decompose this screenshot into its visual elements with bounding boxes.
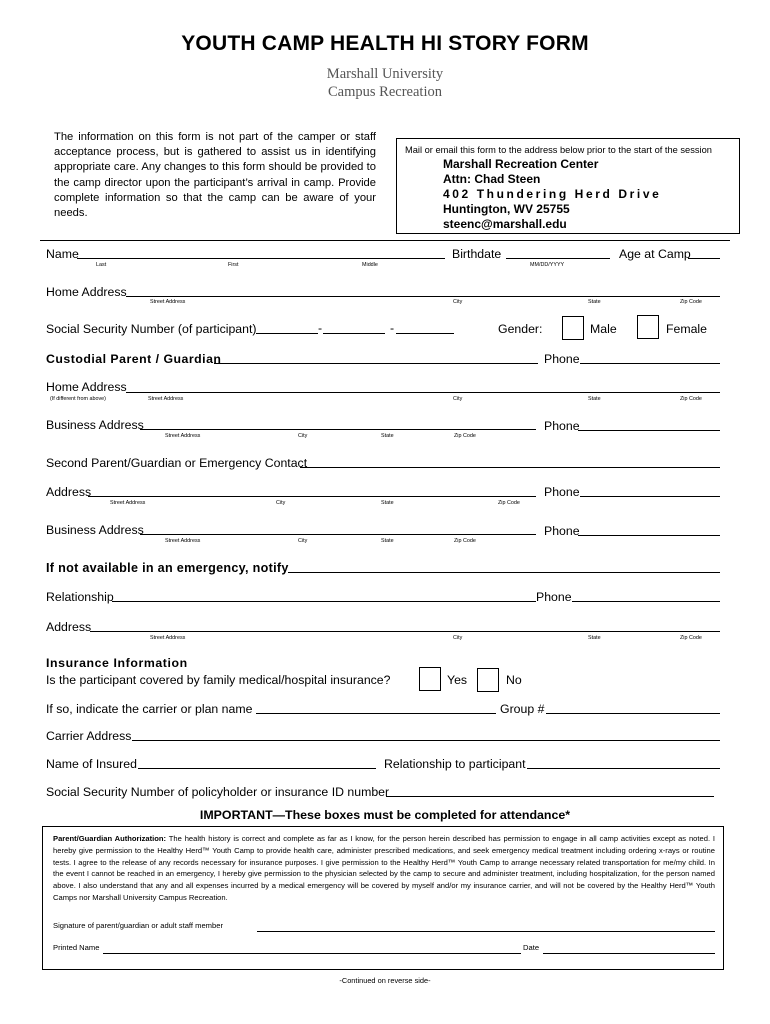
- header-divider: [40, 240, 730, 241]
- business-2-phone-field[interactable]: [578, 535, 720, 536]
- sub-zip: Zip Code: [498, 500, 520, 506]
- mail-email: steenc@marshall.edu: [443, 217, 567, 231]
- mail-name: Marshall Recreation Center: [443, 157, 599, 171]
- ssn-part2[interactable]: [323, 333, 385, 334]
- relationship-phone-field[interactable]: [572, 601, 720, 602]
- mail-attn: Attn: Chad Steen: [443, 172, 541, 186]
- sub-zip: Zip Code: [454, 538, 476, 544]
- relationship-label: Relationship: [46, 590, 114, 604]
- sub-if-different: (If different from above): [50, 396, 106, 402]
- insurance-no-checkbox[interactable]: [477, 668, 499, 692]
- sub-street: Street Address: [110, 500, 146, 506]
- business-phone-label: Phone: [544, 419, 580, 433]
- custodial-label: Custodial Parent / Guardian: [46, 352, 222, 366]
- ssn-part3[interactable]: [396, 333, 454, 334]
- footer-note: -Continued on reverse side-: [339, 976, 431, 985]
- insurance-no-label: No: [506, 673, 522, 687]
- name-label: Name: [46, 247, 79, 261]
- home-address-field[interactable]: [126, 296, 720, 297]
- insurance-heading: Insurance Information: [46, 656, 188, 670]
- printed-name-label: Printed Name: [53, 943, 100, 952]
- carrier-address-label: Carrier Address: [46, 729, 132, 743]
- sub-state: State: [588, 396, 601, 402]
- second-contact-field[interactable]: [300, 467, 720, 468]
- ssn-dash1: -: [318, 321, 323, 335]
- important-notice: IMPORTANT—These boxes must be completed for attendance*: [199, 808, 571, 822]
- policy-label: Social Security Number of policyholder or insurance ID number: [46, 785, 390, 799]
- mailing-address-box: [396, 138, 740, 234]
- printed-name-field[interactable]: [103, 953, 521, 954]
- birthdate-label: Birthdate: [452, 247, 502, 261]
- sub-zip: Zip Code: [680, 299, 702, 305]
- sub-date: MM/DD/YYYY: [530, 262, 565, 268]
- policy-field[interactable]: [386, 796, 714, 797]
- sub-state: State: [381, 500, 394, 506]
- sub-street: Street Address: [165, 433, 201, 439]
- address-2-field[interactable]: [90, 631, 720, 632]
- insurance-question: Is the participant covered by family medical/hospital insurance?: [46, 673, 391, 687]
- sub-city: City: [298, 538, 308, 544]
- sub-street: Street Address: [150, 299, 186, 305]
- business-address-field[interactable]: [140, 429, 536, 430]
- home-address-label: Home Address: [46, 285, 127, 299]
- mail-city: Huntington, WV 25755: [443, 202, 570, 216]
- mail-street: 402 Thundering Herd Drive: [443, 187, 662, 201]
- male-label: Male: [590, 322, 617, 336]
- address-field[interactable]: [88, 496, 536, 497]
- insurance-yes-checkbox[interactable]: [419, 667, 441, 691]
- address-label: Address: [46, 485, 92, 499]
- sub-city: City: [453, 635, 463, 641]
- relationship-field[interactable]: [112, 601, 536, 602]
- group-label: Group #: [500, 702, 545, 716]
- sub-city: City: [276, 500, 286, 506]
- sub-state: State: [381, 433, 394, 439]
- sub-city: City: [453, 396, 463, 402]
- address-phone-label: Phone: [544, 485, 580, 499]
- sub-state: State: [381, 538, 394, 544]
- authorization-text: [53, 833, 715, 904]
- date-field[interactable]: [543, 953, 715, 954]
- ssn-part1[interactable]: [256, 333, 318, 334]
- birthdate-field[interactable]: [506, 258, 610, 259]
- ssn-dash2: -: [390, 321, 395, 335]
- carrier-address-field[interactable]: [132, 740, 720, 741]
- sub-zip: Zip Code: [680, 635, 702, 641]
- address-2-label: Address: [46, 620, 92, 634]
- sub-city: City: [453, 299, 463, 305]
- insured-field[interactable]: [138, 768, 376, 769]
- group-field[interactable]: [546, 713, 720, 714]
- insured-label: Name of Insured: [46, 757, 137, 771]
- emergency-label: If not available in an emergency, notify: [46, 561, 289, 575]
- carrier-field[interactable]: [256, 713, 496, 714]
- sub-state: State: [588, 299, 601, 305]
- sub-street: Street Address: [165, 538, 201, 544]
- authorization-body: The health history is correct and complete as far as I know, for the person herein described has permission to engage in all camp activities except as noted. I hereby give permission to the Healthy Herd™ Youth Camp to provide health care, administer prescribed medications, and seek emergency medical treatment including ordering x-rays or routine tests. I agree to the release of any records necessary for insurance purposes. I give permission to the Healthy Herd™ Youth Camp to arrange necessary related transportation for me/my child. In the event I cannot be reached in an emergency, I hereby give permission to the physician selected by the camp to secure and administer treatment, including hospitalization, for the person named above. I also understand that any and all expenses incurred by a medical emergency will be covered by myself and/or my insurance carrier, and will not be covered by the Healthy Herd™ Youth Camps nor Marshall University Campus Recreation.: [53, 834, 715, 902]
- age-label: Age at Camp: [619, 247, 691, 261]
- home-address-2-label: Home Address: [46, 380, 127, 394]
- male-checkbox[interactable]: [562, 316, 584, 340]
- relationship-participant-label: Relationship to participant: [384, 757, 526, 771]
- emergency-field[interactable]: [288, 572, 720, 573]
- sub-street: Street Address: [148, 396, 184, 402]
- ssn-label: Social Security Number (of participant): [46, 322, 257, 336]
- age-field[interactable]: [688, 258, 720, 259]
- home-address-2-field[interactable]: [126, 392, 720, 393]
- business-2-phone-label: Phone: [544, 524, 580, 538]
- insurance-yes-label: Yes: [447, 673, 468, 687]
- business-address-2-label: Business Address: [46, 523, 144, 537]
- second-contact-label: Second Parent/Guardian or Emergency Contact: [46, 456, 308, 470]
- carrier-label: If so, indicate the carrier or plan name: [46, 702, 253, 716]
- signature-field[interactable]: [257, 931, 715, 932]
- gender-label: Gender:: [498, 322, 543, 336]
- sub-zip: Zip Code: [454, 433, 476, 439]
- sub-middle: Middle: [362, 262, 378, 268]
- sub-street: Street Address: [150, 635, 186, 641]
- business-address-label: Business Address: [46, 418, 144, 432]
- custodial-field[interactable]: [214, 363, 538, 364]
- sub-city: City: [298, 433, 308, 439]
- date-label: Date: [523, 943, 540, 952]
- signature-label: Signature of parent/guardian or adult staff member: [53, 921, 223, 930]
- org-name: Marshall University: [326, 66, 444, 82]
- authorization-box: [42, 826, 724, 970]
- address-phone-field[interactable]: [580, 496, 720, 497]
- female-checkbox[interactable]: [637, 315, 659, 339]
- sub-zip: Zip Code: [680, 396, 702, 402]
- female-label: Female: [666, 322, 708, 336]
- form-title: YOUTH CAMP HEALTH HI STORY FORM: [181, 32, 589, 55]
- business-phone-field[interactable]: [578, 430, 720, 431]
- custodial-phone-field[interactable]: [580, 363, 720, 364]
- mail-note: Mail or email this form to the address below prior to the start of the session: [405, 145, 712, 155]
- name-field[interactable]: [77, 258, 445, 259]
- sub-last: Last: [96, 262, 107, 268]
- relationship-participant-field[interactable]: [527, 768, 720, 769]
- sub-first: First: [228, 262, 239, 268]
- intro-paragraph: The information on this form is not part of the camper or staff acceptance process, but is gathered to assist us in identifying appropriate care. Any changes to this form should be provided to the camp director upon the participant’s arrival in camp. Provide complete information so that the camp can be aware of your needs.: [54, 131, 376, 220]
- authorization-heading: Parent/Guardian Authorization:: [53, 834, 167, 843]
- org-department: Campus Recreation: [328, 84, 442, 100]
- relationship-phone-label: Phone: [536, 590, 572, 604]
- sub-state: State: [588, 635, 601, 641]
- business-address-2-field[interactable]: [140, 534, 536, 535]
- custodial-phone-label: Phone: [544, 352, 580, 366]
